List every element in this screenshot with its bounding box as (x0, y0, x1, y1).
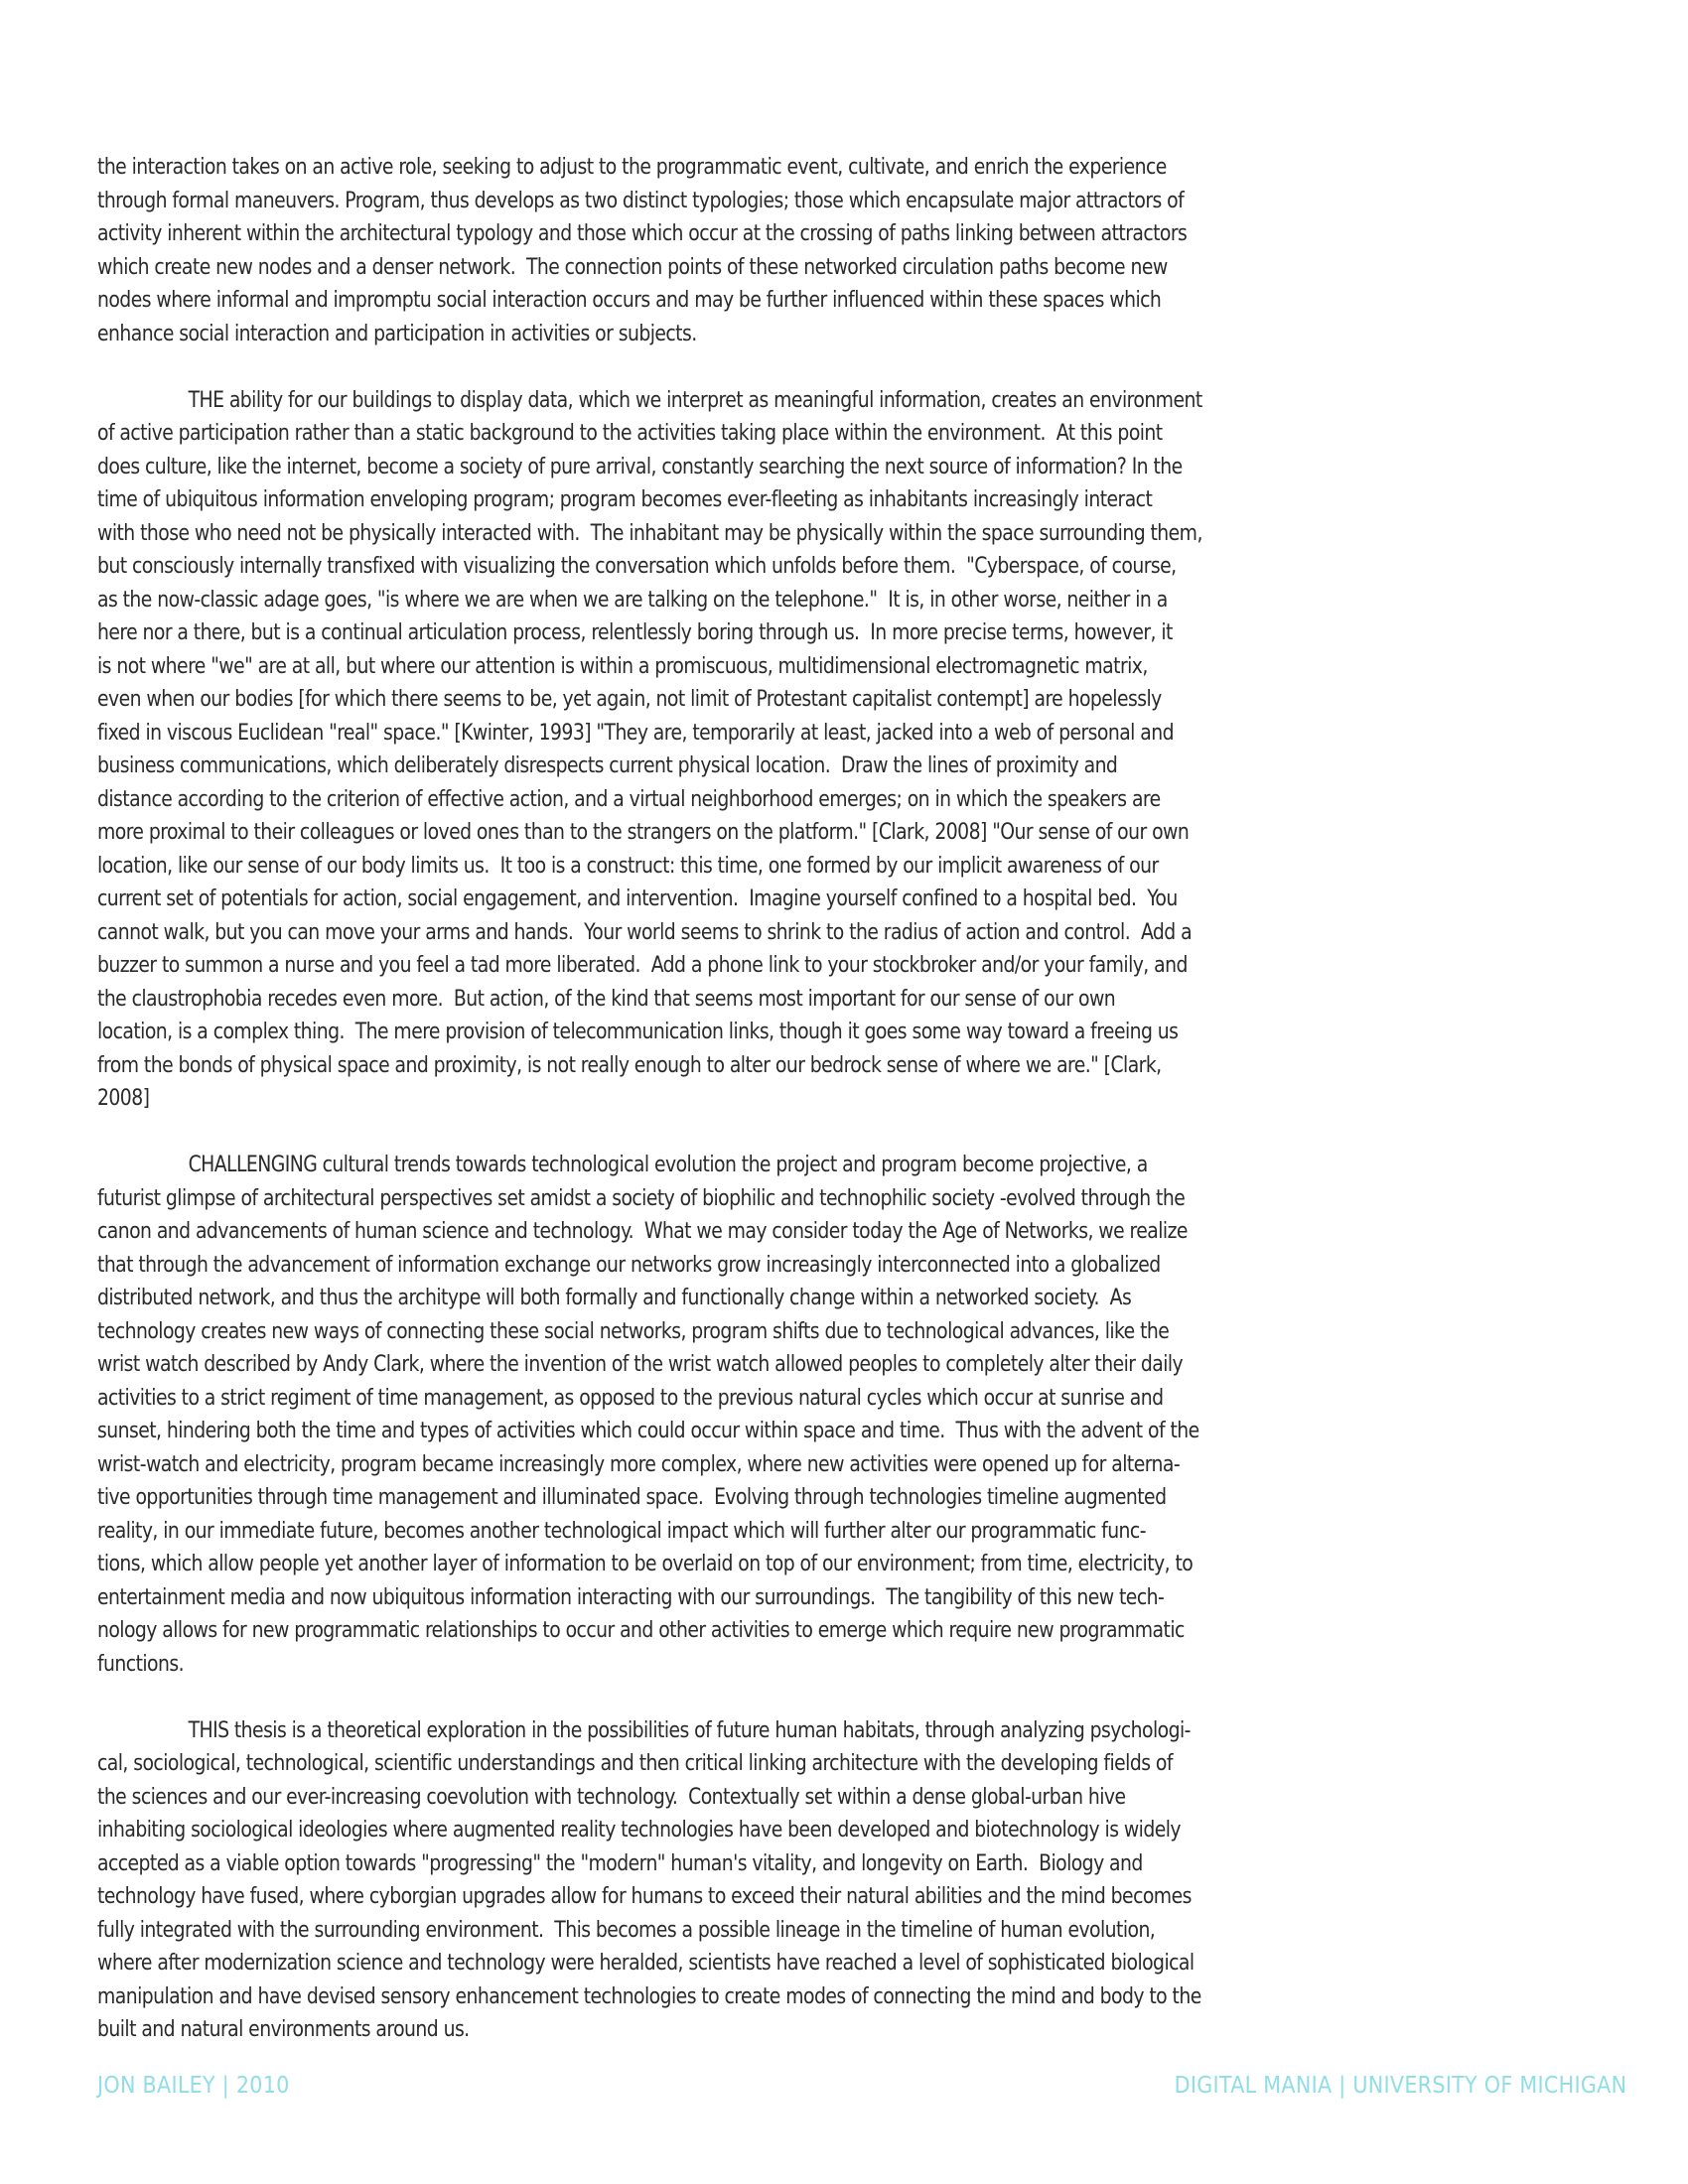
text-line: distance according to the criterion of effective action, and a virtual neighborhood emerges; on in which the speakers are (97, 785, 1161, 812)
text-line: buzzer to summon a nurse and you feel a tad more liberated. Add a phone link to your stockbroker and/or your family, and (97, 952, 1188, 978)
text-line: THIS thesis is a theoretical exploration in the possibilities of future human habitats, through analyzing psychologi- (188, 1716, 1191, 1743)
text-line: as the now-classic adage goes, "is where we are when we are talking on the telephone." It is, in other worse, neither in a (97, 586, 1168, 613)
text-line: from the bonds of physical space and proximity, is not really enough to alter our bedrock sense of where we are." [Clark, (97, 1051, 1162, 1078)
text-line: the interaction takes on an active role, seeking to adjust to the programmatic event, cultivate, and enrich the experience (97, 154, 1167, 180)
text-line: distributed network, and thus the architype will both formally and functionally change within a networked society. As (97, 1285, 1132, 1310)
text-line: business communications, which deliberately disrespects current physical location. Draw the lines of proximity and (97, 752, 1118, 778)
text-line: does culture, like the internet, become a society of pure arrival, constantly searching the next source of information? In the (97, 453, 1183, 479)
text-line: CHALLENGING cultural trends towards technological evolution the project and program become projective, a (188, 1152, 1148, 1177)
text-line: fully integrated with the surrounding environment. This becomes a possible lineage in the timeline of human evolution, (97, 1916, 1156, 1943)
text-line: the claustrophobia recedes even more. But action, of the kind that seems most important for our sense of our own (97, 985, 1116, 1012)
text-line: canon and advancements of human science and technology. What we may consider today the Age of Networks, we realize (97, 1218, 1188, 1244)
text-line: nology allows for new programmatic relationships to occur and other activities to emerge which require new programmatic (97, 1617, 1185, 1643)
text-line: which create new nodes and a denser network. The connection points of these networked circulation paths become new (97, 253, 1168, 280)
text-line: cal, sociological, technological, scientific understandings and then critical linking architecture with the developing fields of (97, 1750, 1173, 1776)
text-line: that through the advancement of information exchange our networks grow increasingly interconnected into a globalized (97, 1251, 1161, 1278)
text-line: entertainment media and now ubiquitous information interacting with our surroundings. The tangibility of this new tech- (97, 1583, 1165, 1610)
text-line: tions, which allow people yet another layer of information to be overlaid on top of our environment; from time, electricity, to (97, 1551, 1194, 1576)
text-line: more proximal to their colleagues or loved ones than to the strangers on the platform." [Clark, 2008] "Our sense of our own (97, 819, 1190, 845)
text-line: sunset, hindering both the time and types of activities which could occur within space and time. Thus with the advent of the (97, 1418, 1199, 1443)
paragraph (97, 1714, 1607, 2047)
text-line: is not where "we" are at all, but where our attention is within a promiscuous, multidimensional electromagnetic matrix, (97, 652, 1148, 679)
text-line: reality, in our immediate future, becomes another technological impact which will further alter our programmatic func- (97, 1517, 1146, 1544)
text-line: time of ubiquitous information enveloping program; program becomes ever-fleeting as inhabitants increasingly interact (97, 486, 1153, 512)
text-line: through formal maneuvers. Program, thus develops as two distinct typologies; those which encapsulate major attractors of (97, 187, 1185, 213)
text-line: futurist glimpse of architectural perspectives set amidst a society of biophilic and technophilic society -evolved through the (97, 1184, 1186, 1211)
text-line: wrist watch described by Andy Clark, where the invention of the wrist watch allowed peoples to completely alter their daily (97, 1351, 1184, 1377)
text-line: here nor a there, but is a continual articulation process, relentlessly boring through us. In more precise terms, however, it (97, 619, 1173, 645)
text-line: of active participation rather than a static background to the activities taking place within the environment. At this point (97, 420, 1163, 446)
text-line: technology creates new ways of connecting these social networks, program shifts due to technological advances, like the (97, 1317, 1170, 1344)
text-line: built and natural environments around us. (97, 2016, 470, 2042)
paragraph (97, 151, 1607, 350)
text-line: fixed in viscous Euclidean "real" space." [Kwinter, 1993] "They are, temporarily at least, jacked into a web of personal and (97, 719, 1174, 746)
text-line: nodes where informal and impromptu social interaction occurs and may be further influenced within these spaces which (97, 287, 1162, 313)
text-line: wrist-watch and electricity, program became increasingly more complex, where new activities were opened up for alterna- (97, 1450, 1181, 1477)
footer-project-institution: DIGITAL MANIA | UNIVERSITY OF MICHIGAN (1174, 2073, 1626, 2099)
text-line: but consciously internally transfixed with visualizing the conversation which unfolds before them. "Cyberspace, of course, (97, 553, 1177, 579)
text-line: activities to a strict regiment of time management, as opposed to the previous natural cycles which occur at sunrise and (97, 1384, 1164, 1411)
text-line: location, is a complex thing. The mere provision of telecommunication links, though it goes some way toward a freeing us (97, 1019, 1179, 1044)
text-line: manipulation and have devised sensory enhancement technologies to create modes of connecting the mind and body to the (97, 1982, 1201, 2009)
body-text (97, 151, 1607, 2080)
text-line: with those who need not be physically interacted with. The inhabitant may be physically within the space surrounding them, (97, 519, 1202, 546)
text-line: cannot walk, but you can move your arms and hands. Your world seems to shrink to the radius of action and control. Add a (97, 918, 1193, 945)
text-line: THE ability for our buildings to display data, which we interpret as meaningful information, creates an environment (188, 386, 1202, 413)
text-line: inhabiting sociological ideologies where augmented reality technologies have been developed and biotechnology is widely (97, 1817, 1182, 1843)
text-line: accepted as a viable option towards "progressing" the "modern" human's vitality, and longevity on Earth. Biology and (97, 1849, 1143, 1876)
footer-author-year: JON BAILEY | 2010 (97, 2073, 290, 2099)
text-line: tive opportunities through time management and illuminated space. Evolving through technologies timeline augmented (97, 1484, 1167, 1510)
text-line: current set of potentials for action, social engagement, and intervention. Imagine yourself confined to a hospital bed. You (97, 886, 1178, 911)
text-line: location, like our sense of our body limits us. It too is a construct: this time, one formed by our implicit awareness of our (97, 852, 1159, 879)
paragraph (97, 384, 1607, 1116)
text-line: enhance social interaction and participation in activities or subjects. (97, 320, 697, 346)
text-line: functions. (97, 1650, 185, 1677)
text-line: technology have fused, where cyborgian upgrades allow for humans to exceed their natural abilities and the mind becomes (97, 1883, 1192, 1909)
paragraph (97, 1149, 1607, 1681)
text-line: where after modernization science and technology were heralded, scientists have reached a level of sophisticated biological (97, 1950, 1195, 1976)
text-line: the sciences and our ever-increasing coevolution with technology. Contextually set within a dense global-urban hive (97, 1783, 1126, 1810)
text-line: activity inherent within the architectural typology and those which occur at the crossing of paths linking between attractors (97, 220, 1188, 246)
text-line: even when our bodies [for which there seems to be, yet again, not limit of Protestant capitalist contempt] are hopelessly (97, 686, 1162, 712)
text-line: 2008] (97, 1085, 150, 1111)
